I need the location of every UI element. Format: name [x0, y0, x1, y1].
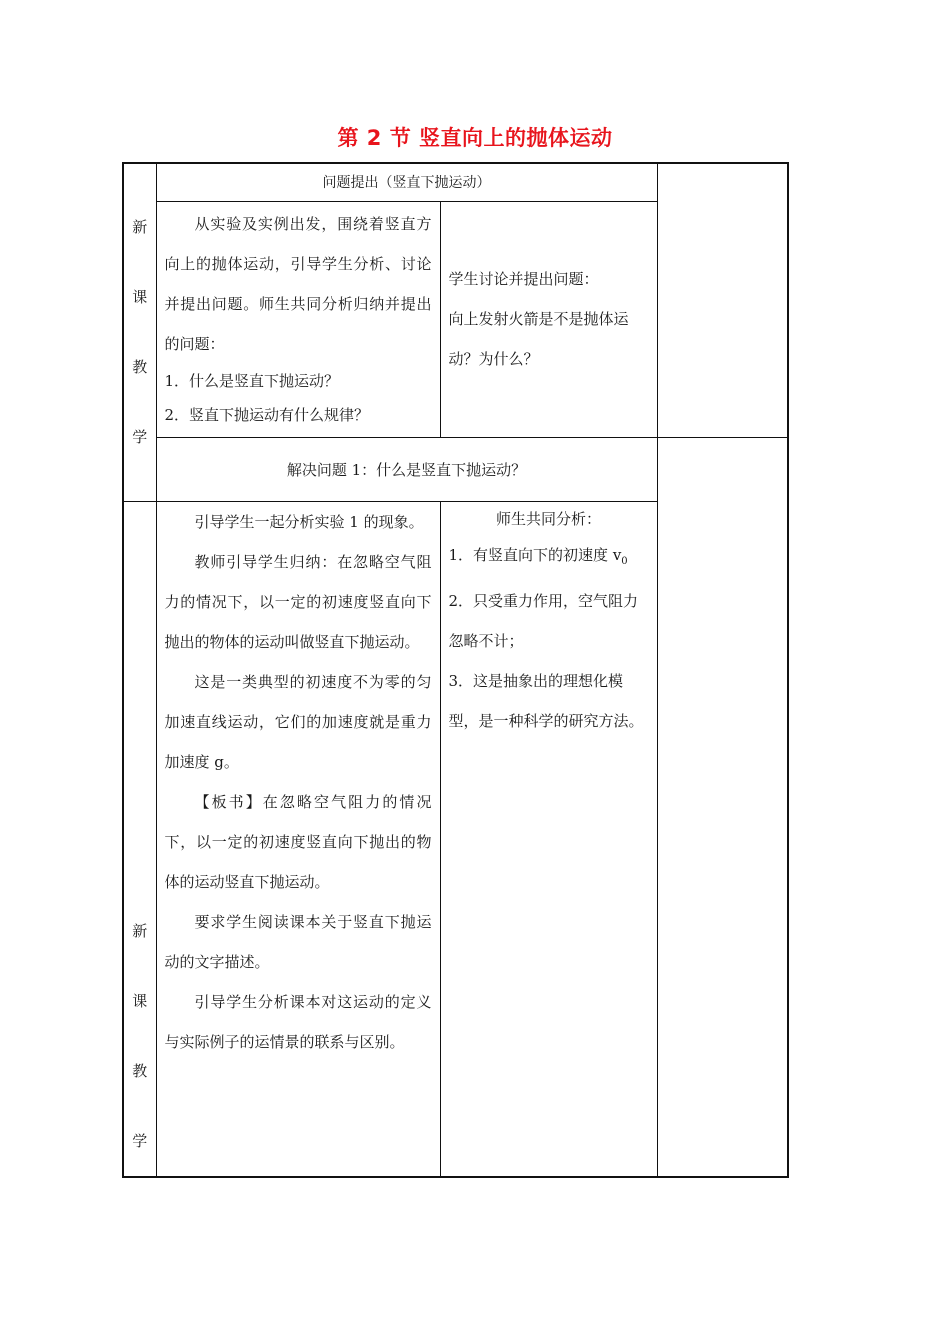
lesson-plan-table [122, 162, 789, 1178]
section2-teacher-cell [156, 501, 440, 1177]
section2-header: 解决问题 1：什么是竖直下抛运动？ [156, 437, 657, 501]
section1-question-1: 1．什么是竖直下抛运动？ [164, 371, 340, 390]
section1-student-title: 学生讨论并提出问题： [448, 270, 599, 288]
section2-paragraph-5: 要求学生阅读课本关于竖直下抛运动的文字描述。 [164, 912, 432, 971]
section1-teacher-text: 从实验及实例出发，围绕着竖直方向上的抛体运动，引导学生分析、讨论并提出问题。师生共同分析归纳并提出的问题： [164, 214, 432, 353]
section2-paragraph-4: 【板书】在忽略空气阻力的情况下，以一定的初速度竖直向下抛出的物体的运动竖直下抛运动。 [164, 792, 432, 891]
section1-teacher-cell [156, 201, 440, 437]
side-label-new-lesson-1: 新 课 教 学 [123, 163, 156, 501]
section2-student-title: 师生共同分析： [495, 509, 601, 528]
section1-question-2: 2．竖直下抛运动有什么规律？ [164, 405, 370, 424]
side-label-new-lesson-2: 新 课 教 学 [123, 501, 156, 1177]
section2-student-item-1: 1．有竖直向下的初速度 $v_0$ [448, 545, 628, 567]
page-title: 第 2 节 竖直向上的抛体运动 [337, 126, 613, 150]
section1-header: 问题提出（竖直下抛运动） [156, 163, 657, 201]
section1-student-question: 向上发射火箭是不是抛体运动？为什么？ [448, 310, 629, 368]
section2-paragraph-1: 引导学生一起分析实验 1 的现象。 [194, 512, 424, 531]
notes-cell-2 [657, 437, 788, 1177]
section2-student-item-3: 3．这是抽象出的理想化模型，是一种科学的研究方法。 [448, 671, 644, 730]
section2-paragraph-2: 教师引导学生归纳：在忽略空气阻力的情况下，以一定的初速度竖直向下抛出的物体的运动叫做竖直下抛运动。 [164, 552, 432, 651]
section2-student-item-2: 2．只受重力作用，空气阻力忽略不计； [448, 591, 639, 650]
section2-paragraph-3: 这是一类典型的初速度不为零的匀加速直线运动，它们的加速度就是重力加速度 g。 [164, 672, 432, 771]
section2-student-cell [440, 501, 657, 1177]
section1-student-cell [440, 201, 657, 437]
section2-paragraph-6: 引导学生分析课本对这运动的定义与实际例子的运情景的联系与区别。 [164, 992, 432, 1051]
notes-cell-1 [657, 163, 788, 437]
